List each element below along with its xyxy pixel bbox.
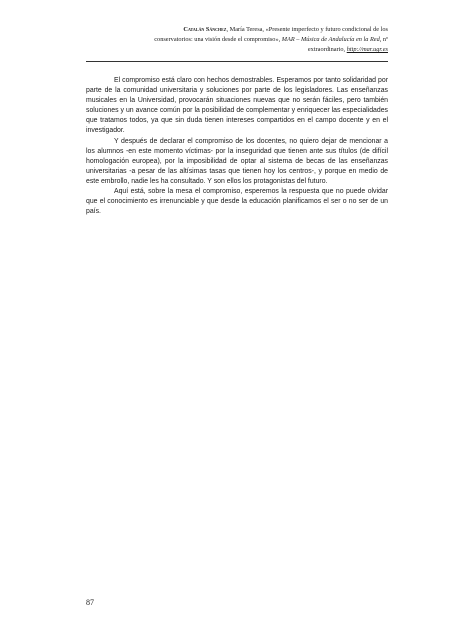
running-header	[98, 25, 388, 55]
header-url-link[interactable]: http://mar.ugr.es	[346, 46, 388, 53]
header-edition: extraordinario,	[307, 46, 347, 53]
header-journal: MAR – Música de Andalucía en la Red	[281, 36, 380, 43]
paragraph: Y después de declarar el compromiso de los docentes, no quiero dejar de mencionar a los alumnos -en este momento víctimas- por la inseguridad que tienen ante sus títulos (de difícil homologación europea), por la imposibilidad de optar al sistema de becas de las enseñanzas universitarias -a pesar de las altísimas tasas que tienen hoy los centros-, y porque en medio de este embrollo, nadie les ha consultado. Y son ellos los protagonistas del futuro.	[86, 137, 388, 185]
header-title-line: conservatorios: una visión desde el compromiso»,	[154, 36, 282, 43]
paragraph: Aquí está, sobre la mesa el compromiso, esperemos la respuesta que no puede olvidar que el conocimiento es irrenunciable y que desde la educación planificamos el ser o no ser de un país.	[86, 188, 388, 216]
paragraph: El compromiso está claro con hechos demostrables. Esperamos por tanto solidaridad por parte de la comunidad universitaria y soluciones por parte de los legisladores. Las enseñanzas musicales en la Universidad, provocarán situaciones nuevas que no serán fáciles, pero también soluciones y un avance común por la posibilidad de complementar y enriquecer las especialidades que tratamos todos, ya que sin duda tienen intereses compartidos en el campo docente y en el investigador.	[86, 77, 388, 135]
page-number: 87	[86, 598, 94, 607]
header-divider	[86, 61, 388, 62]
body-text	[86, 76, 388, 217]
header-author: Catalán Sánchez	[183, 26, 227, 33]
header-issue: , nº	[379, 36, 388, 43]
header-author-rest: , María Teresa, «Presente imperfecto y futuro condicional de los	[226, 26, 388, 33]
